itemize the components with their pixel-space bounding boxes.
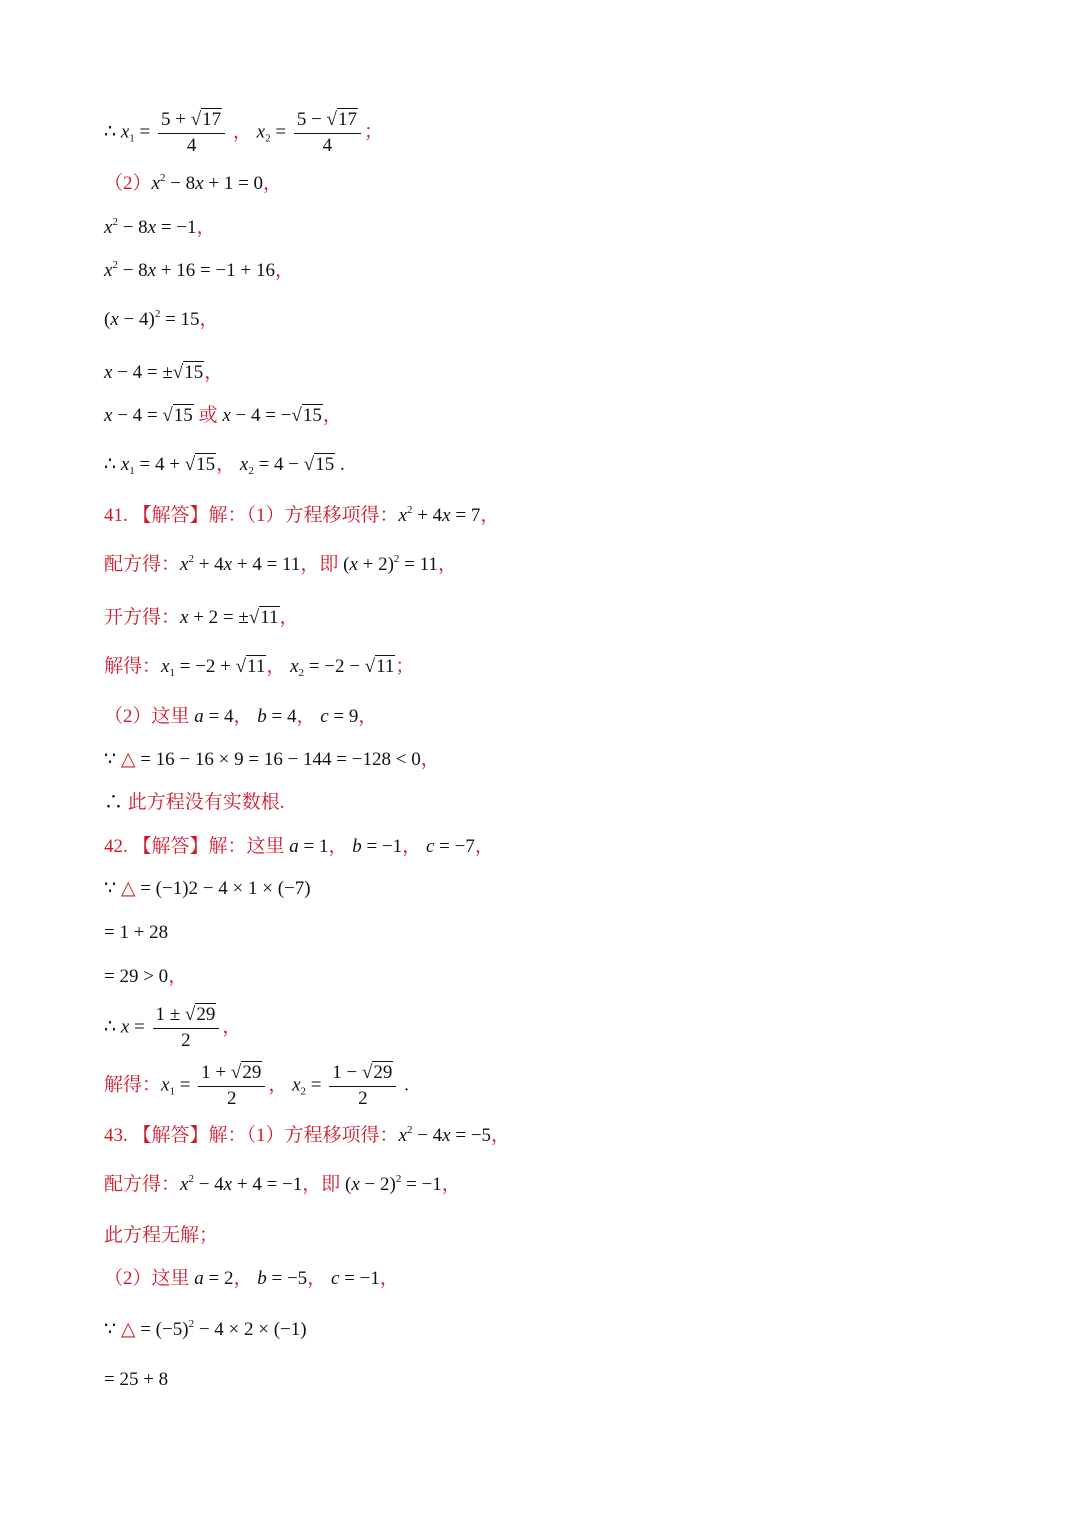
fraction: $\frac{5 - √17}{4}$ xyxy=(294,108,361,158)
eq-line: ∵ △ = $(-5)^2 - 4 \times 2 \times (-1)$ xyxy=(104,1318,307,1340)
fraction: $\frac{1 - √29}{2}$ xyxy=(329,1061,396,1111)
eq-line: ∴ 此方程没有实数根. xyxy=(104,792,285,813)
eq-line: 配方得：$x^2 - 4x + 4 = -1$，即 $(x - 2)^2 = -1$， xyxy=(104,1173,461,1195)
eq-line: ∵ △ = 16 − 16 × 9 = 16 − 144 = −128 < 0， xyxy=(104,749,440,770)
eq-line: ∴ x = $\frac{1 \pm √29}{2}$ ， xyxy=(104,1004,242,1051)
eq-line: 此方程无解； xyxy=(104,1225,219,1246)
eq-line: x − 4 = √15 或 x − 4 = −√15， xyxy=(104,405,342,426)
eq-line: 开方得：x + 2 = ±√11， xyxy=(104,607,299,628)
eq-line: $x^2 - 8x = -1$， xyxy=(104,216,216,238)
eq-line: 配方得：$x^2 + 4x + 4 = 11$，即 $(x + 2)^2 = 11$， xyxy=(104,553,457,575)
eq-line: ∵ △ = (−1)2 − 4 × 1 × (−7) xyxy=(104,878,311,899)
fraction: $\frac{5 + √17}{4}$ xyxy=(158,108,225,158)
fraction: $\frac{1 \pm √29}{2}$ xyxy=(153,1003,220,1053)
eq-line: 解得：$x_1$ = $\frac{1 + √29}{2}$ ， $x_2$ = $\frac{1 - √29}{2}$ . xyxy=(104,1062,409,1109)
eq-line: $x^2 - 8x + 16 = -1 + 16$， xyxy=(104,259,294,281)
line-text-index xyxy=(0,0,1,1)
fraction: $\frac{1 + √29}{2}$ xyxy=(198,1061,265,1111)
eq-line: ∴ $x_1$ = $\frac{5 + √17}{4}$ ， $x_2$ = $\frac{5 - √17}{4}$ ； xyxy=(104,109,383,156)
eq-line: （2）这里 a = 2， b = −5， c = −1， xyxy=(104,1268,399,1289)
eq-line: ∴ $x_1 = 4 + √15$， $x_2 = 4 - √15$ . xyxy=(104,454,345,477)
answer-41: 41. 【解答】解：（1）方程移项得：$x^2 + 4x = 7$， xyxy=(104,504,500,526)
answer-42: 42. 【解答】解：这里 a = 1， b = −1， c = −7， xyxy=(104,836,494,857)
eq-line: x − 4 = ±√15， xyxy=(104,362,224,383)
eq-line: $(x - 4)^2 = 15$， xyxy=(104,308,219,330)
eq-line: 解得：$x_1 = -2 + √11$， $x_2 = -2 - √11$； xyxy=(104,656,415,679)
eq-line: = 1 + 28 xyxy=(104,922,169,943)
eq-line: = 25 + 8 xyxy=(104,1369,169,1390)
eq-line: （2）这里 a = 4， b = 4， c = 9， xyxy=(104,706,378,727)
answer-43: 43. 【解答】解：（1）方程移项得：$x^2 - 4x = -5$， xyxy=(104,1124,511,1146)
eq-line: $(2)x^2 - 8x + 1 = 0$， xyxy=(104,172,283,194)
eq-line: = 29 > 0， xyxy=(104,966,188,987)
